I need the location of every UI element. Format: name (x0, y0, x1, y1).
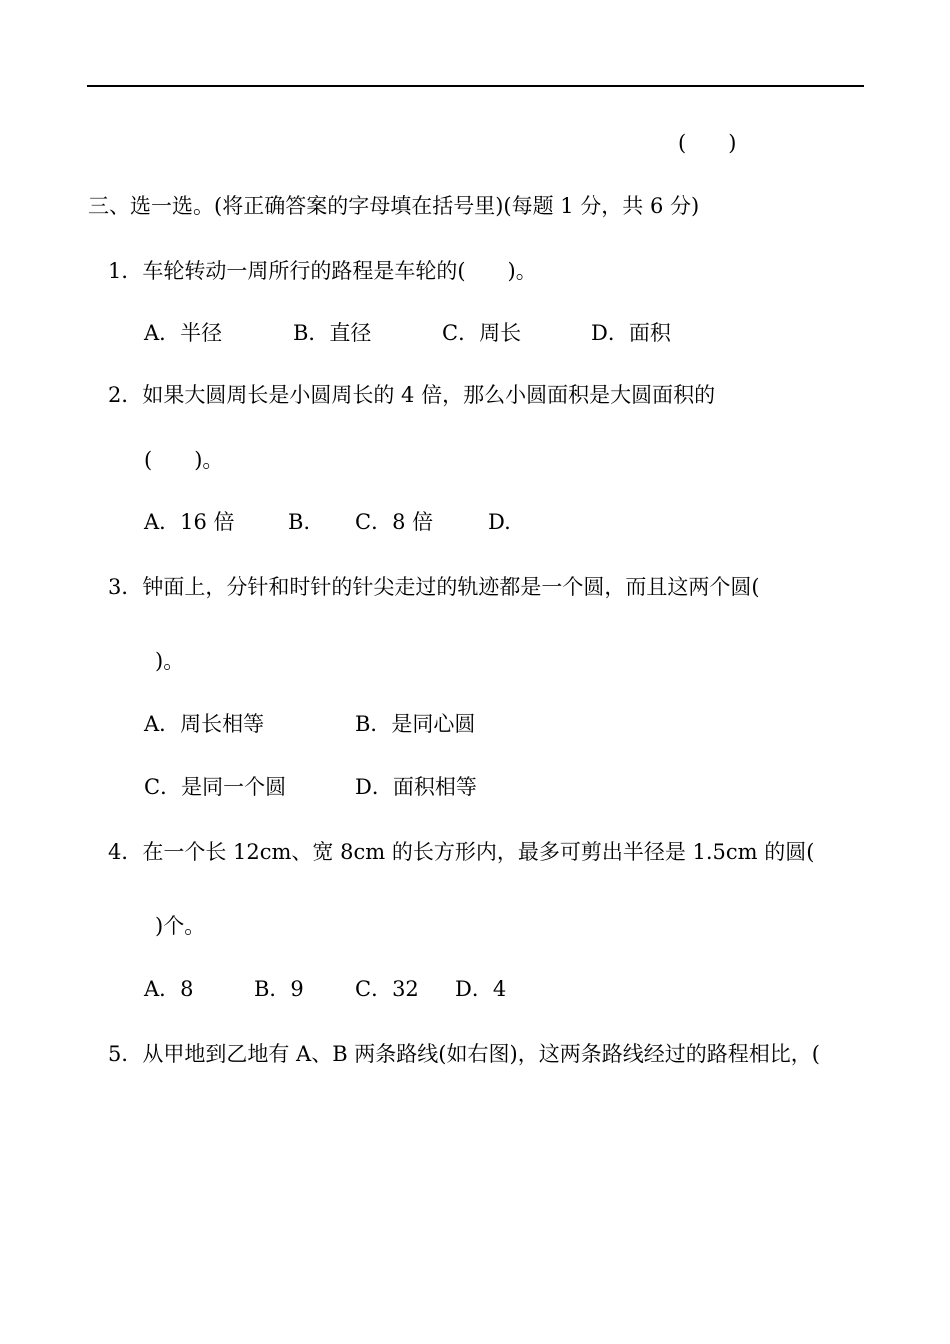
question-5-stem-line1: 5．从甲地到乙地有 A、B 两条路线(如右图)，这两条路线经过的路程相比，( (108, 1042, 820, 1066)
question-2-stem-line1: 2．如果大圆周长是小圆周长的 4 倍，那么小圆面积是大圆面积的 (108, 383, 716, 407)
question-3-stem-line1: 3．钟面上，分针和时针的针尖走过的轨迹都是一个圆，而且这两个圆( (108, 575, 760, 599)
q3-option-a[interactable]: A．周长相等 (144, 712, 265, 736)
q3-option-c[interactable]: C．是同一个圆 (144, 775, 287, 799)
question-4-stem-line2[interactable]: )个。 (155, 914, 206, 938)
q4-option-c[interactable]: C．32 (355, 977, 419, 1001)
question-3-stem-line2[interactable]: )。 (155, 649, 185, 673)
q4-option-a[interactable]: A．8 (144, 977, 194, 1001)
q1-option-b[interactable]: B．直径 (293, 321, 372, 345)
answer-blank[interactable]: ( ) (678, 131, 737, 155)
section-title: 三、选一选。(将正确答案的字母填在括号里)(每题 1 分，共 6 分) (88, 194, 700, 218)
q1-option-d[interactable]: D．面积 (591, 321, 671, 345)
header-rule (87, 85, 864, 87)
q2-option-c[interactable]: C．8 倍 (355, 510, 434, 534)
q3-option-b[interactable]: B．是同心圆 (355, 712, 476, 736)
q2-option-d[interactable]: D. (488, 510, 511, 534)
question-4-stem-line1: 4．在一个长 12cm、宽 8cm 的长方形内，最多可剪出半径是 1.5cm 的圆( (108, 840, 815, 864)
q3-option-d[interactable]: D．面积相等 (355, 775, 477, 799)
question-1-stem: 1．车轮转动一周所行的路程是车轮的( )。 (108, 259, 537, 283)
question-2-stem-line2[interactable]: ( )。 (144, 448, 224, 472)
q1-option-c[interactable]: C．周长 (442, 321, 522, 345)
q4-option-d[interactable]: D．4 (455, 977, 507, 1001)
q2-option-a[interactable]: A．16 倍 (144, 510, 235, 534)
q1-option-a[interactable]: A．半径 (144, 321, 223, 345)
q2-option-b[interactable]: B. (288, 510, 311, 534)
q4-option-b[interactable]: B．9 (254, 977, 304, 1001)
